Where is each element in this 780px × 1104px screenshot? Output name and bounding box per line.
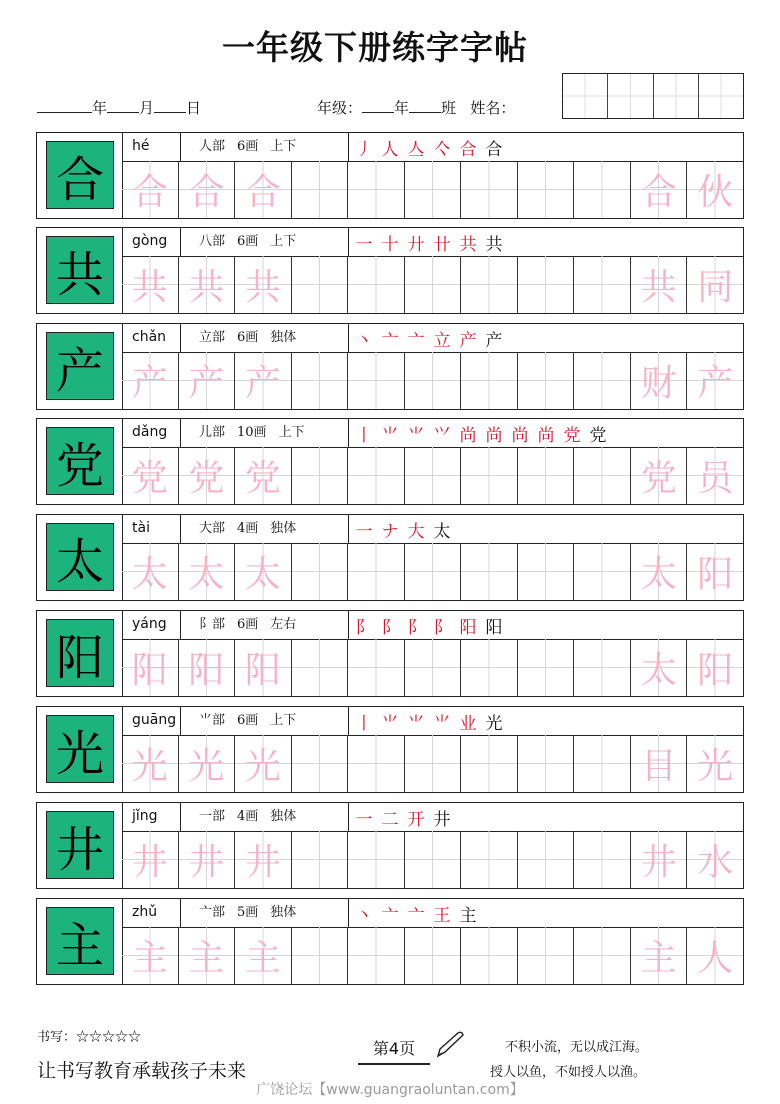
stroke-count: 6画	[237, 617, 259, 632]
structure: 独体	[270, 330, 297, 345]
pen-icon	[434, 1030, 466, 1060]
stroke-step: 丿	[355, 139, 373, 160]
stroke-step: ⺌	[407, 713, 425, 734]
practice-cell[interactable]	[405, 831, 462, 888]
character-block	[36, 802, 744, 889]
pinyin: tài	[122, 515, 181, 543]
structure: 独体	[270, 809, 297, 824]
practice-cell[interactable]	[518, 735, 575, 792]
stroke-order	[354, 707, 504, 735]
practice-cell[interactable]	[518, 543, 575, 600]
practice-cell[interactable]: 党	[122, 447, 179, 504]
quote-2: 授人以鱼，不如授人以渔。	[490, 1065, 647, 1080]
stroke-step: 十	[381, 234, 399, 255]
practice-cell[interactable]: 水	[687, 831, 743, 888]
practice-row	[122, 639, 743, 696]
stroke-step: 亠	[381, 905, 399, 926]
stroke-step: 合	[459, 139, 477, 160]
character-block	[36, 323, 744, 410]
practice-cell[interactable]	[518, 447, 575, 504]
char-cell	[37, 228, 123, 313]
char-cell	[37, 899, 123, 984]
character-block	[36, 898, 744, 985]
practice-cell[interactable]: 阳	[235, 639, 292, 696]
name-boxes[interactable]	[562, 73, 744, 119]
stroke-step: 共	[485, 234, 503, 255]
practice-cell[interactable]	[405, 639, 462, 696]
practice-cell[interactable]	[292, 927, 349, 984]
char-meta	[181, 899, 349, 927]
date-line	[37, 97, 201, 118]
practice-cell[interactable]	[405, 735, 462, 792]
month-label: 月	[139, 99, 155, 117]
model-character: 党	[46, 427, 114, 495]
practice-cell[interactable]	[405, 352, 462, 409]
stroke-step: 合	[485, 139, 503, 160]
structure: 左右	[270, 617, 297, 632]
practice-cell[interactable]: 同	[687, 256, 743, 313]
practice-cell[interactable]	[405, 543, 462, 600]
char-meta	[181, 419, 349, 447]
practice-cell[interactable]: 太	[122, 543, 179, 600]
info-row	[122, 899, 743, 928]
practice-cell[interactable]	[574, 447, 631, 504]
pinyin: guāng	[122, 707, 181, 735]
info-row	[122, 515, 743, 544]
practice-cell[interactable]: 太	[179, 543, 236, 600]
practice-cell[interactable]: 合	[235, 161, 292, 218]
practice-cell[interactable]	[574, 735, 631, 792]
radical: 阝部	[199, 617, 226, 632]
practice-cell[interactable]: 太	[631, 543, 688, 600]
stroke-step: 产	[485, 330, 503, 351]
practice-cell[interactable]	[574, 639, 631, 696]
practice-cell[interactable]: 主	[235, 927, 292, 984]
structure: 独体	[270, 521, 297, 536]
model-character: 光	[46, 715, 114, 783]
practice-cell[interactable]	[518, 352, 575, 409]
info-row	[122, 803, 743, 832]
practice-cell[interactable]	[292, 447, 349, 504]
structure: 上下	[278, 425, 305, 440]
stroke-step: 共	[459, 234, 477, 255]
practice-cell[interactable]: 党	[179, 447, 236, 504]
practice-cell[interactable]: 光	[179, 735, 236, 792]
practice-cell[interactable]	[574, 543, 631, 600]
stroke-order	[354, 611, 504, 639]
stroke-count: 6画	[237, 139, 259, 154]
pinyin: chǎn	[122, 324, 181, 352]
radical: ⺌部	[199, 713, 226, 728]
stroke-count: 10画	[237, 425, 267, 440]
practice-row	[122, 447, 743, 504]
stroke-step: 亠	[407, 905, 425, 926]
stroke-step: 阝	[433, 617, 451, 638]
practice-cell[interactable]: 产	[122, 352, 179, 409]
practice-cell[interactable]: 光	[687, 735, 743, 792]
stroke-step: 丶	[355, 330, 373, 351]
stroke-step: ⺌	[407, 425, 425, 446]
practice-cell[interactable]	[461, 256, 518, 313]
practice-cell[interactable]	[574, 927, 631, 984]
practice-cell[interactable]: 井	[235, 831, 292, 888]
stroke-step: 卄	[433, 234, 451, 255]
practice-cell[interactable]	[348, 447, 405, 504]
stroke-step: ⺌	[381, 425, 399, 446]
stroke-step: 党	[563, 425, 581, 446]
pinyin: dǎng	[122, 419, 181, 447]
practice-cell[interactable]	[348, 543, 405, 600]
practice-cell[interactable]	[405, 447, 462, 504]
stroke-step: 一	[355, 234, 373, 255]
stroke-step: 丨	[355, 425, 373, 446]
quote-1: 不积小流，无以成江海。	[505, 1040, 649, 1055]
stroke-step: 产	[459, 330, 477, 351]
stroke-step: 亽	[433, 139, 451, 160]
radical: 立部	[199, 330, 226, 345]
stroke-step: 廾	[407, 234, 425, 255]
char-meta	[181, 228, 349, 256]
practice-cell[interactable]	[461, 447, 518, 504]
practice-cell[interactable]: 光	[235, 735, 292, 792]
practice-cell[interactable]: 产	[179, 352, 236, 409]
slogan: 让书写教育承载孩子未来	[37, 1060, 247, 1082]
practice-cell[interactable]: 主	[631, 927, 688, 984]
stroke-order	[354, 228, 504, 256]
watermark: 广饶论坛【www.guangraoluntan.com】	[256, 1082, 524, 1098]
stroke-count: 6画	[237, 330, 259, 345]
stroke-count: 5画	[237, 905, 259, 920]
stroke-order	[354, 324, 504, 352]
char-cell	[37, 133, 123, 218]
practice-cell[interactable]: 产	[235, 352, 292, 409]
char-cell	[37, 515, 123, 600]
char-meta	[181, 803, 349, 831]
practice-cell[interactable]	[292, 352, 349, 409]
radical: 大部	[199, 521, 226, 536]
practice-cell[interactable]	[461, 735, 518, 792]
practice-cell[interactable]: 共	[179, 256, 236, 313]
stroke-step: 尚	[511, 425, 529, 446]
info-row	[122, 707, 743, 736]
practice-cell[interactable]	[405, 927, 462, 984]
stroke-count: 4画	[237, 809, 259, 824]
stroke-step: ナ	[381, 521, 399, 542]
stroke-order	[354, 803, 452, 831]
character-block	[36, 514, 744, 601]
stroke-step: 光	[485, 713, 503, 734]
char-meta	[181, 707, 349, 735]
structure: 独体	[270, 905, 297, 920]
grade-year-label: 年	[394, 99, 410, 117]
structure: 上下	[270, 234, 297, 249]
practice-row	[122, 543, 743, 600]
stroke-order	[354, 515, 452, 543]
practice-row	[122, 161, 743, 218]
char-cell	[37, 707, 123, 792]
model-character: 合	[46, 141, 114, 209]
model-character: 太	[46, 523, 114, 591]
stroke-step: ⺍	[433, 425, 451, 446]
practice-cell[interactable]: 共	[631, 256, 688, 313]
stroke-step: 井	[433, 809, 451, 830]
info-row	[122, 228, 743, 257]
practice-cell[interactable]: 太	[631, 639, 688, 696]
year-label: 年	[92, 99, 108, 117]
practice-cell[interactable]	[518, 831, 575, 888]
practice-cell[interactable]: 光	[122, 735, 179, 792]
rating-stars: 书写：☆☆☆☆☆	[37, 1030, 142, 1045]
pinyin: yáng	[122, 611, 181, 639]
practice-cell[interactable]: 产	[687, 352, 743, 409]
practice-cell[interactable]	[292, 831, 349, 888]
stroke-step: 一	[355, 809, 373, 830]
radical: 人部	[199, 139, 226, 154]
practice-cell[interactable]: 合	[631, 161, 688, 218]
stroke-count: 6画	[237, 713, 259, 728]
page-title: 一年级下册练字字帖	[222, 28, 528, 67]
practice-cell[interactable]: 合	[122, 161, 179, 218]
practice-cell[interactable]	[292, 543, 349, 600]
practice-cell[interactable]	[348, 831, 405, 888]
radical: 八部	[199, 234, 226, 249]
practice-cell[interactable]: 井	[122, 831, 179, 888]
radical: 儿部	[199, 425, 226, 440]
practice-cell[interactable]: 员	[687, 447, 743, 504]
structure: 上下	[270, 139, 297, 154]
character-block	[36, 132, 744, 219]
practice-cell[interactable]	[348, 352, 405, 409]
practice-cell[interactable]: 人	[687, 927, 743, 984]
name-label: 姓名：	[470, 99, 516, 117]
practice-cell[interactable]: 共	[235, 256, 292, 313]
stroke-step: 人	[381, 139, 399, 160]
model-character: 产	[46, 332, 114, 400]
stroke-step: 开	[407, 809, 425, 830]
radical: 亠部	[199, 905, 226, 920]
practice-row	[122, 831, 743, 888]
char-cell	[37, 419, 123, 504]
practice-cell[interactable]: 主	[122, 927, 179, 984]
stroke-step: 亠	[407, 330, 425, 351]
practice-cell[interactable]	[518, 161, 575, 218]
practice-cell[interactable]	[518, 639, 575, 696]
info-row	[122, 133, 743, 162]
stroke-step: 尚	[537, 425, 555, 446]
radical: 一部	[199, 809, 226, 824]
stroke-step: 尚	[485, 425, 503, 446]
char-meta	[181, 515, 349, 543]
practice-cell[interactable]: 井	[179, 831, 236, 888]
stroke-step: 主	[459, 905, 477, 926]
day-label: 日	[186, 99, 202, 117]
pinyin: hé	[122, 133, 181, 161]
practice-row	[122, 352, 743, 409]
stroke-step: 阳	[485, 617, 503, 638]
page-number: 第4页	[358, 1036, 430, 1065]
practice-cell[interactable]	[574, 161, 631, 218]
stroke-order	[354, 899, 478, 927]
character-block	[36, 227, 744, 314]
practice-cell[interactable]	[348, 256, 405, 313]
practice-cell[interactable]	[461, 352, 518, 409]
stroke-step: 丨	[355, 713, 373, 734]
practice-cell[interactable]	[574, 352, 631, 409]
practice-cell[interactable]	[405, 256, 462, 313]
practice-cell[interactable]: 阳	[687, 639, 743, 696]
stroke-order	[354, 419, 608, 447]
practice-cell[interactable]	[574, 256, 631, 313]
stroke-order	[354, 133, 504, 161]
stroke-step: 阝	[381, 617, 399, 638]
practice-cell[interactable]: 阳	[122, 639, 179, 696]
practice-cell[interactable]	[292, 256, 349, 313]
character-block	[36, 706, 744, 793]
stroke-step: 阳	[459, 617, 477, 638]
model-character: 阳	[46, 619, 114, 687]
stroke-step: ⺌	[381, 713, 399, 734]
model-character: 共	[46, 236, 114, 304]
stroke-count: 4画	[237, 521, 259, 536]
practice-cell[interactable]: 合	[179, 161, 236, 218]
structure: 上下	[270, 713, 297, 728]
practice-cell[interactable]	[292, 735, 349, 792]
practice-cell[interactable]: 太	[235, 543, 292, 600]
stroke-step: 亼	[407, 139, 425, 160]
stroke-step: 二	[381, 809, 399, 830]
stroke-step: ⻖	[355, 617, 373, 638]
character-block	[36, 610, 744, 697]
practice-cell[interactable]	[292, 161, 349, 218]
stroke-step: 亠	[381, 330, 399, 351]
char-meta	[181, 324, 349, 352]
practice-cell[interactable]: 党	[631, 447, 688, 504]
practice-cell[interactable]	[348, 735, 405, 792]
practice-cell[interactable]: 目	[631, 735, 688, 792]
stroke-step: 尚	[459, 425, 477, 446]
practice-cell[interactable]	[574, 831, 631, 888]
stroke-step: 大	[407, 521, 425, 542]
stroke-step: 一	[355, 521, 373, 542]
char-cell	[37, 803, 123, 888]
practice-cell[interactable]	[348, 161, 405, 218]
stroke-step: 王	[433, 905, 451, 926]
stroke-step: 阝	[407, 617, 425, 638]
stroke-step: ⺌	[433, 713, 451, 734]
class-line	[317, 97, 515, 118]
pinyin: jǐng	[122, 803, 181, 831]
practice-cell[interactable]: 井	[631, 831, 688, 888]
practice-cell[interactable]: 党	[235, 447, 292, 504]
practice-cell[interactable]	[405, 161, 462, 218]
pinyin: gòng	[122, 228, 181, 256]
practice-cell[interactable]: 财	[631, 352, 688, 409]
practice-cell[interactable]	[348, 639, 405, 696]
practice-row	[122, 927, 743, 984]
char-meta	[181, 611, 349, 639]
practice-cell[interactable]: 阳	[687, 543, 743, 600]
grade-label: 年级：	[317, 99, 363, 117]
info-row	[122, 324, 743, 353]
model-character: 主	[46, 907, 114, 975]
practice-cell[interactable]	[461, 639, 518, 696]
practice-cell[interactable]: 阳	[179, 639, 236, 696]
class-label: 班	[441, 99, 457, 117]
practice-cell[interactable]	[461, 543, 518, 600]
stroke-step: 太	[433, 521, 451, 542]
practice-cell[interactable]: 主	[179, 927, 236, 984]
stroke-step: 业	[459, 713, 477, 734]
practice-cell[interactable]	[518, 927, 575, 984]
stroke-step: 立	[433, 330, 451, 351]
pinyin: zhǔ	[122, 899, 181, 927]
info-row	[122, 611, 743, 640]
practice-cell[interactable]	[518, 256, 575, 313]
stroke-step: 丶	[355, 905, 373, 926]
practice-cell[interactable]	[461, 161, 518, 218]
char-meta	[181, 133, 349, 161]
practice-cell[interactable]	[461, 831, 518, 888]
practice-cell[interactable]	[348, 927, 405, 984]
stroke-count: 6画	[237, 234, 259, 249]
practice-cell[interactable]: 共	[122, 256, 179, 313]
stroke-step: 党	[589, 425, 607, 446]
practice-row	[122, 735, 743, 792]
char-cell	[37, 611, 123, 696]
practice-cell[interactable]	[292, 639, 349, 696]
char-cell	[37, 324, 123, 409]
practice-cell[interactable]: 伙	[687, 161, 743, 218]
character-block	[36, 418, 744, 505]
info-row	[122, 419, 743, 448]
practice-row	[122, 256, 743, 313]
practice-cell[interactable]	[461, 927, 518, 984]
model-character: 井	[46, 811, 114, 879]
